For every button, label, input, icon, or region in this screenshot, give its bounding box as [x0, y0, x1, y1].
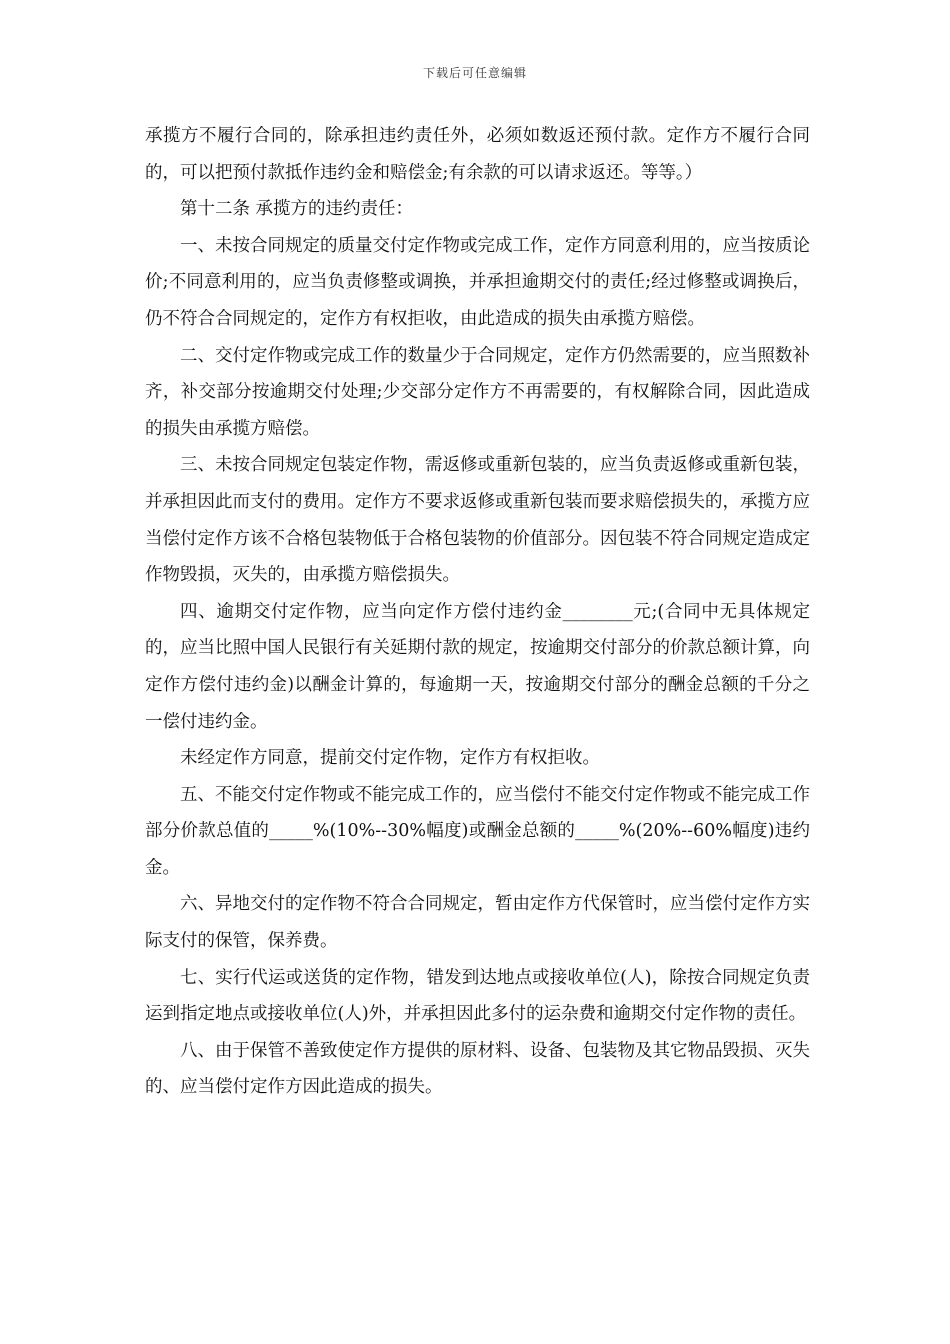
article-12-heading: 第十二条 承揽方的违约责任： — [180, 199, 414, 220]
clause-5-paragraph: 五、不能交付定作物或不能完成工作的，应当偿付不能交付定作物或不能完成工作部分价款总值的_____%(10%--30%幅度)或酬金总额的_____%(20%--60%幅度)违约金。 — [145, 784, 810, 878]
page-header-note: 下载后可任意编辑 — [422, 66, 527, 80]
clause-2-paragraph: 二、交付定作物或完成工作的数量少于合同规定，定作方仍然需要的，应当照数补齐，补交部分按逾期交付处理;少交部分定作方不再需要的，有权解除合同，因此造成的损失由承揽方赔偿。 — [145, 345, 810, 439]
paragraph-continuation: 承揽方不履行合同的，除承担违约责任外，必须如数返还预付款。定作方不履行合同的，可以把预付款抵作违约金和赔偿金;有余款的可以请求返还。等等。） — [145, 126, 810, 183]
clause-3-paragraph: 三、未按合同规定包装定作物，需返修或重新包装的，应当负责返修或重新包装，并承担因此而支付的费用。定作方不要求返修或重新包装而要求赔偿损失的，承揽方应当偿付定作方该不合格包装物低于合格包装物的价值部分。因包装不符合同规定造成定作物毁损，灭失的，由承揽方赔偿损失。 — [145, 455, 810, 586]
clause-4-paragraph: 四、逾期交付定作物，应当向定作方偿付违约金________元;(合同中无具体规定的，应当比照中国人民银行有关延期付款的规定，按逾期交付部分的价款总额计算，向定作方偿付违约金)以酬金计算的，每逾期一天，按逾期交付部分的酬金总额的千分之一偿付违约金。 — [145, 601, 810, 732]
clause-8-paragraph: 八、由于保管不善致使定作方提供的原材料、设备、包装物及其它物品毁损、灭失的、应当偿付定作方因此造成的损失。 — [145, 1040, 810, 1098]
clause-6-paragraph: 六、异地交付的定作物不符合合同规定，暂由定作方代保管时，应当偿付定作方实际支付的保管，保养费。 — [145, 894, 810, 952]
clause-7-paragraph: 七、实行代运或送货的定作物，错发到达地点或接收单位(人)，除按合同规定负责运到指定地点或接收单位(人)外，并承担因此多付的运杂费和逾期交付定作物的责任。 — [145, 967, 810, 1025]
early-delivery-paragraph: 未经定作方同意，提前交付定作物，定作方有权拒收。 — [180, 748, 600, 769]
clause-1-paragraph: 一、未按合同规定的质量交付定作物或完成工作，定作方同意利用的，应当按质论价;不同意利用的，应当负责修整或调换，并承担逾期交付的责任;经过修整或调换后，仍不符合合同规定的，定作方有权拒收，由此造成的损失由承揽方赔偿。 — [145, 235, 810, 329]
document-body — [145, 118, 810, 1106]
